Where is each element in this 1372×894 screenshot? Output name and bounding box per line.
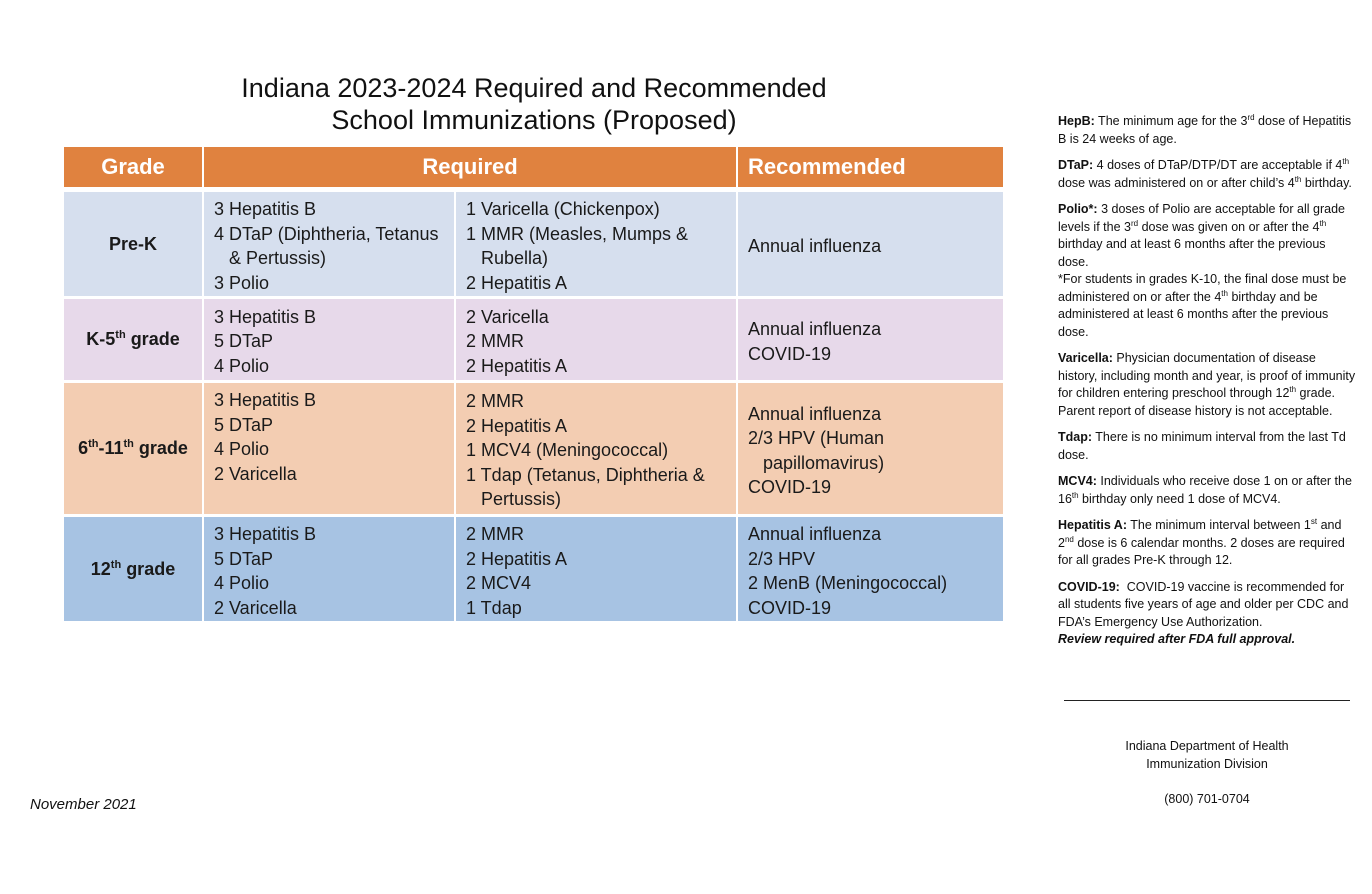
note-text: grade. Parent report of disease history is not acceptable. — [1058, 386, 1335, 418]
grade-cell — [64, 516, 203, 623]
note-text: dose was given on or after the 4 — [1138, 219, 1320, 234]
required-cell-b — [455, 298, 737, 382]
list-item: 3 Hepatitis B — [214, 524, 317, 544]
list-item: 1 Tdap (Tetanus, Diphtheria & Pertussis) — [466, 464, 705, 510]
note-superscript: th — [1319, 218, 1327, 228]
header-required: Required — [203, 147, 737, 190]
list-item: COVID-19 — [748, 343, 832, 364]
required-cell-a — [203, 516, 455, 623]
grade-suffix: grade — [121, 558, 176, 579]
note-label: MCV4: — [1058, 474, 1097, 488]
note-covid-19 — [1058, 579, 1356, 649]
list-item: 1 MMR (Measles, Mumps & Rubella) — [466, 223, 689, 268]
note-label: COVID-19: — [1058, 579, 1120, 594]
note-label: Polio*: — [1058, 202, 1098, 216]
table-row-6-11 — [64, 382, 1003, 516]
header-grade: Grade — [64, 147, 203, 190]
required-cell-a — [203, 190, 455, 298]
note-text: birthday only need 1 dose of MCV4. — [1078, 491, 1281, 506]
phone-number: (800) 701-0704 — [1164, 792, 1250, 806]
table-row-12 — [64, 516, 1003, 623]
document-date: November 2021 — [30, 796, 137, 813]
list-item: 5 DTaP — [214, 331, 274, 352]
grade-label: 6 — [78, 438, 89, 459]
note-superscript: rd — [1247, 112, 1255, 122]
org-name: Indiana Department of Health — [1125, 739, 1289, 753]
note-mcv4 — [1058, 473, 1356, 508]
note-emphasis: Review required after FDA full approval. — [1058, 632, 1296, 646]
list-item: Annual influenza — [748, 235, 882, 256]
note-superscript: rd — [1130, 218, 1139, 228]
note-text: birthday. — [1301, 175, 1352, 190]
note-text: Physician documentation of disease history, including month and year, is proof of immunity for children entering preschool through 12 — [1058, 351, 1356, 400]
note-text: COVID-19 vaccine is recommended for all students five years of age and older per CDC and FDA’s Emergency Use Authorization. — [1058, 579, 1352, 629]
grade-superscript: th — [110, 558, 122, 571]
note-label: Hepatitis A: — [1058, 518, 1127, 532]
note-superscript: nd — [1064, 534, 1074, 544]
list-item: 3 Hepatitis B — [214, 199, 317, 219]
list-item: 2 MMR — [466, 391, 524, 412]
required-cell-b — [455, 190, 737, 298]
immunization-table — [64, 147, 1003, 624]
note-text: dose was administered on or after child’s 4 — [1058, 175, 1295, 190]
note-tdap — [1058, 429, 1356, 464]
page-title — [64, 72, 1004, 136]
note-superscript: th — [1342, 156, 1350, 166]
header-recommended: Recommended — [737, 147, 1003, 190]
list-item: 2 Hepatitis A — [466, 355, 568, 376]
title-line-2: School Immunizations (Proposed) — [331, 105, 737, 135]
note-dtap — [1058, 157, 1356, 192]
grade-cell — [64, 298, 203, 382]
note-hepb — [1058, 113, 1356, 148]
grade-cell — [64, 190, 203, 298]
note-polio — [1058, 201, 1356, 341]
grade-superscript: th — [88, 438, 99, 451]
list-item: 4 DTaP (Diphtheria, Tetanus & Pertussis) — [214, 223, 439, 268]
list-item: 3 Hepatitis B — [214, 390, 317, 410]
note-text: *For students in grades K-10, the final dose must be administered on or after the 4 — [1058, 272, 1347, 304]
note-text: birthday and be administered at least 6 months after the previous dose. — [1058, 289, 1329, 339]
note-text: The minimum age for the 3 — [1094, 114, 1248, 128]
list-item: 5 DTaP — [214, 414, 274, 435]
note-superscript: st — [1310, 516, 1318, 526]
list-item: 2/3 HPV — [748, 548, 816, 569]
divider — [1064, 700, 1350, 701]
note-superscript: th — [1071, 490, 1079, 500]
list-item: 4 Polio — [214, 355, 270, 376]
grade-label: K-5 — [86, 329, 116, 350]
note-text: dose of Hepatitis B is 24 weeks of age. — [1058, 114, 1352, 146]
note-label: HepB: — [1058, 114, 1095, 128]
note-text: dose is 6 calendar months. 2 doses are required for all grades Pre-K through 12. — [1058, 535, 1345, 567]
list-item: COVID-19 — [748, 597, 832, 618]
grade-cell — [64, 382, 203, 516]
list-item: 5 DTaP — [214, 548, 274, 569]
list-item: COVID-19 — [748, 477, 832, 497]
note-text: 4 doses of DTaP/DTP/DT are acceptable if 4 — [1093, 158, 1343, 172]
note-text: The minimum interval between 1 — [1127, 518, 1311, 532]
table-header-row — [64, 147, 1003, 190]
note-text: birthday and at least 6 months after the previous dose. — [1058, 237, 1326, 269]
required-cell-b — [455, 382, 737, 516]
note-label: Tdap: — [1058, 430, 1093, 444]
recommended-cell — [737, 516, 1003, 623]
list-item: 2 Varicella — [214, 597, 297, 618]
recommended-cell — [737, 298, 1003, 382]
list-item: 4 Polio — [214, 573, 270, 593]
title-line-1: Indiana 2023-2024 Required and Recommended — [241, 73, 827, 103]
list-item: 2 Varicella — [214, 463, 297, 484]
required-cell-a — [203, 382, 455, 516]
table-row-k-5 — [64, 298, 1003, 382]
list-item: 2 Hepatitis A — [466, 548, 568, 569]
grade-superscript: th — [115, 329, 126, 342]
list-item: 2 Hepatitis A — [466, 415, 568, 436]
note-superscript: th — [1221, 288, 1228, 298]
recommended-cell — [737, 382, 1003, 516]
note-text: There is no minimum interval from the last Td dose. — [1058, 430, 1346, 462]
list-item: 2 MMR — [466, 331, 524, 352]
note-text: Individuals who receive dose 1 on or after the 16 — [1058, 474, 1352, 506]
note-varicella — [1058, 350, 1356, 420]
list-item: Annual influenza — [748, 403, 882, 424]
list-item: 4 Polio — [214, 439, 270, 459]
grade-suffix: grade — [125, 329, 180, 350]
list-item: 3 Hepatitis B — [214, 306, 317, 327]
list-item: 2 MMR — [466, 524, 524, 544]
organization-block — [1064, 737, 1350, 773]
list-item: 1 MCV4 (Meningococcal) — [466, 440, 669, 461]
list-item: Annual influenza — [748, 524, 882, 544]
list-item: 3 Polio — [214, 272, 270, 293]
org-division: Immunization Division — [1146, 757, 1268, 771]
list-item: 1 Tdap — [466, 597, 522, 618]
list-item: 2 Varicella — [466, 306, 549, 327]
grade-range: -11 — [98, 438, 124, 459]
note-text: and 2 — [1058, 518, 1342, 550]
required-cell-b — [455, 516, 737, 623]
note-superscript: th — [1289, 384, 1297, 394]
grade-label: Pre-K — [108, 233, 157, 254]
list-item: 2 Hepatitis A — [466, 272, 568, 293]
list-item: 2 MenB (Meningococcal) — [748, 573, 948, 593]
grade-suffix: grade — [133, 438, 188, 459]
list-item: 2/3 HPV (Human papillomavirus) — [748, 428, 885, 473]
note-hepatitis-a — [1058, 517, 1356, 570]
table-row-pre-k — [64, 190, 1003, 298]
grade-label: 12 — [90, 558, 111, 579]
note-label: DTaP: — [1058, 158, 1094, 172]
grade-superscript: th — [123, 438, 134, 451]
footnotes-panel — [1058, 113, 1356, 658]
list-item: Annual influenza — [748, 319, 882, 339]
note-text: 3 doses of Polio are acceptable for all grade levels if the 3 — [1058, 202, 1345, 234]
note-label: Varicella: — [1058, 351, 1113, 365]
required-cell-a — [203, 298, 455, 382]
note-superscript: th — [1294, 174, 1302, 184]
list-item: 2 MCV4 — [466, 573, 532, 593]
recommended-cell — [737, 190, 1003, 298]
list-item: 1 Varicella (Chickenpox) — [466, 199, 660, 219]
